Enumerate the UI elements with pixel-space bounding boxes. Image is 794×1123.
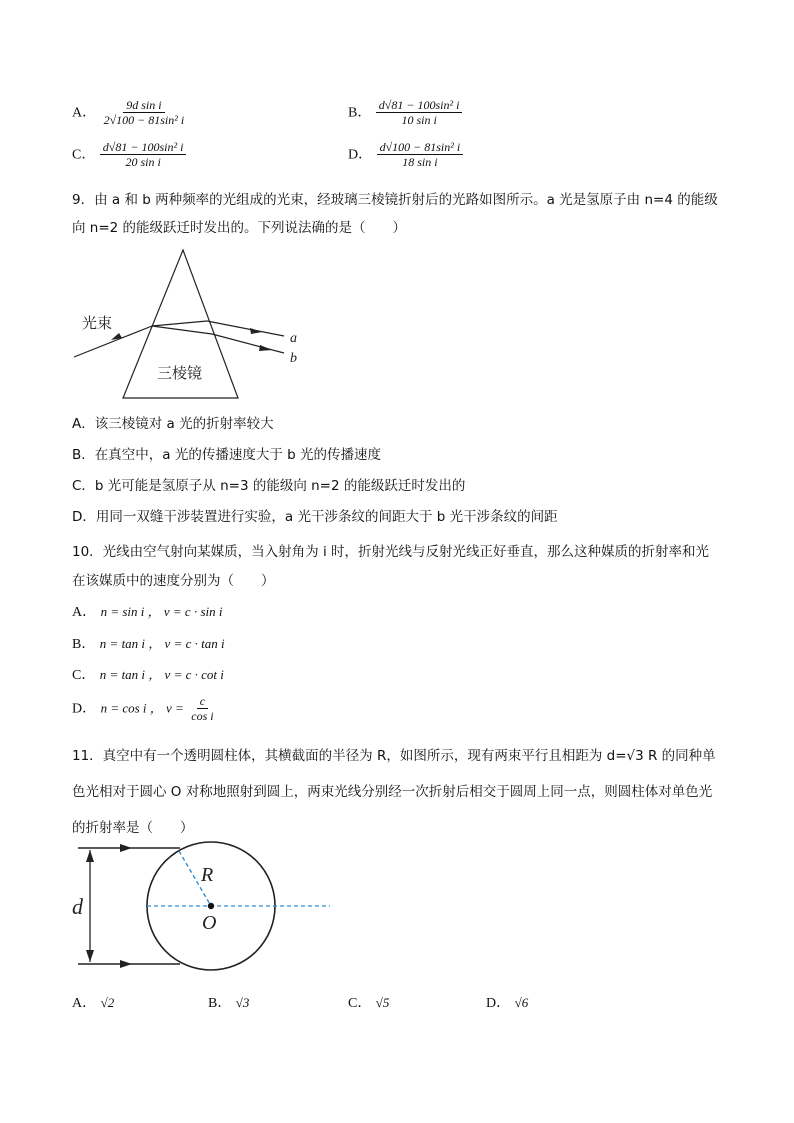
q11-option-b — [208, 992, 249, 1012]
q9-option-d: D．用同一双缝干涉装置进行实验，a 光干涉条纹的间距大于 b 光干涉条纹的间距 — [72, 509, 558, 525]
numerator: d√81 − 100sin² i — [100, 140, 187, 155]
formula: n = tan i ， v = c · tan i — [99, 636, 225, 651]
fraction — [376, 98, 463, 127]
option-letter: D． — [348, 147, 373, 163]
cylinder-figure — [70, 838, 334, 978]
radius-label: R — [201, 864, 214, 886]
option-letter: B． — [348, 105, 372, 121]
q11-option-a — [72, 992, 114, 1012]
center-point — [208, 903, 214, 909]
distance-label: d — [72, 894, 83, 919]
q9-option-c: C．b 光可能是氢原子从 n=3 的能级向 n=2 的能级跃迁时发出的 — [72, 478, 466, 494]
denominator: 18 sin i — [402, 155, 438, 169]
numerator: d√100 − 81sin² i — [377, 140, 464, 155]
option-letter: C． — [348, 996, 372, 1011]
option-value: √2 — [100, 995, 115, 1010]
numerator: d√81 − 100sin² i — [376, 98, 463, 113]
ray-a-label: a — [290, 331, 297, 346]
inner-ray-a — [152, 321, 207, 326]
option-letter: C． — [72, 147, 96, 163]
fraction — [188, 694, 216, 723]
q8-option-a — [72, 98, 187, 127]
q10-option-c — [72, 664, 224, 684]
ray-a — [207, 321, 284, 336]
option-letter: C． — [72, 668, 96, 683]
numerator: c — [197, 694, 208, 709]
option-letter: B． — [72, 637, 96, 652]
prism-figure — [70, 244, 310, 404]
formula: n = cos i ， v = — [100, 700, 184, 716]
inner-ray-b — [152, 326, 212, 334]
q10-stem: 10．光线由空气射向某媒质，当入射角为 i 时，折射光线与反射光线正好垂直，那么这种媒质的折射率和光在该媒质中的速度分别为（ ） — [72, 544, 710, 589]
q8-option-c — [72, 140, 186, 169]
denominator: 20 sin i — [125, 155, 161, 169]
q11-option-c — [348, 992, 389, 1012]
beam-top-arrow — [120, 844, 132, 852]
beam-bottom-arrow — [120, 960, 132, 968]
formula: n = sin i ， v = c · sin i — [100, 604, 223, 619]
q11-option-d — [486, 992, 528, 1012]
q10-option-b — [72, 633, 225, 653]
denominator: 10 sin i — [401, 113, 437, 127]
ray-b — [212, 334, 284, 353]
q9-option-b: B．在真空中，a 光的传播速度大于 b 光的传播速度 — [72, 447, 381, 463]
prism-label: 三棱镜 — [157, 364, 203, 382]
option-value: √6 — [514, 995, 529, 1010]
option-value: √3 — [235, 995, 250, 1010]
fraction — [377, 140, 464, 169]
fraction — [100, 140, 187, 169]
dimension-arrow-bottom — [86, 950, 94, 962]
ray-b-arrow — [259, 345, 272, 351]
option-letter: D． — [486, 996, 511, 1011]
option-letter: A． — [72, 105, 97, 121]
q8-option-b — [348, 98, 462, 127]
denominator: cos i — [191, 709, 214, 723]
center-label: O — [202, 912, 217, 934]
q9-option-a: A．该三棱镜对 a 光的折射率较大 — [72, 416, 274, 432]
option-letter: D． — [72, 701, 97, 717]
option-letter: B． — [208, 996, 232, 1011]
beam-label: 光束 — [82, 314, 113, 332]
q10-option-d — [72, 694, 217, 723]
dimension-arrow-top — [86, 850, 94, 862]
denominator: 2√100 − 81sin² i — [103, 113, 185, 127]
ray-b-label: b — [290, 351, 297, 366]
formula: n = tan i ， v = c · cot i — [99, 667, 224, 682]
q9-stem: 9．由 a 和 b 两种频率的光组成的光束，经玻璃三棱镜折射后的光路如图所示。a 光是氢原子由 n=4 的能级向 n=2 的能级跃迁时发出的。下列说法确的是（ ） — [72, 192, 718, 236]
option-value: √5 — [375, 995, 390, 1010]
q10-option-a — [72, 601, 222, 621]
q8-option-d — [348, 140, 463, 169]
option-letter: A． — [72, 996, 97, 1011]
option-letter: A． — [72, 605, 97, 620]
numerator: 9d sin i — [123, 98, 164, 113]
fraction — [101, 98, 188, 127]
q11-stem: 11．真空中有一个透明圆柱体，其横截面的半径为 R，如图所示，现有两束平行且相距为 d=√3 R 的同种单色光相对于圆心 O 对称地照射到圆上，两束光线分别经一次折射后相交于圆周上同一点，则圆柱体对单色光的折射率是（ ） — [72, 748, 716, 836]
